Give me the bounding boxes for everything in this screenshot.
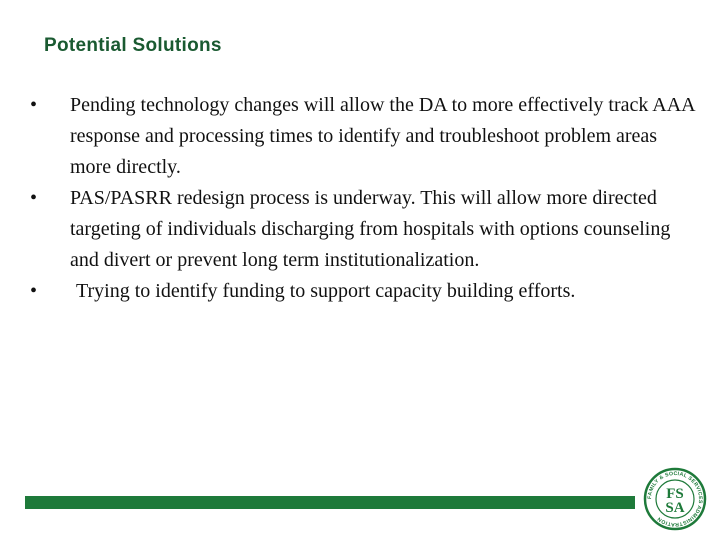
bullet-list [26, 90, 702, 307]
bullet-text: Pending technology changes will allow the DA to more effectively track AAA response and processing times to identify and troubleshoot problem areas more directly. [70, 94, 695, 178]
bullet-text: Trying to identify funding to support capacity building efforts. [76, 280, 576, 302]
bullet-dot: • [30, 187, 38, 209]
bullet-dot: • [30, 94, 38, 116]
logo-ring-text: FAMILY & SOCIAL SERVICES ADMINISTRATION [646, 470, 704, 528]
bullet-text: PAS/PASRR redesign process is underway. This will allow more directed targeting of individuals discharging from hospitals with options counseling and divert or prevent long term institutionalization. [70, 187, 671, 271]
bullet-item [26, 276, 702, 307]
slide-title: Potential Solutions [44, 35, 222, 56]
bullet-item [26, 90, 702, 183]
logo-monogram-bottom: SA [665, 500, 685, 516]
bullet-dot: • [30, 280, 38, 302]
footer-bar [25, 496, 635, 509]
bullet-item [26, 183, 702, 276]
logo-monogram-top: FS [666, 486, 684, 502]
fssa-seal-icon [643, 467, 707, 531]
